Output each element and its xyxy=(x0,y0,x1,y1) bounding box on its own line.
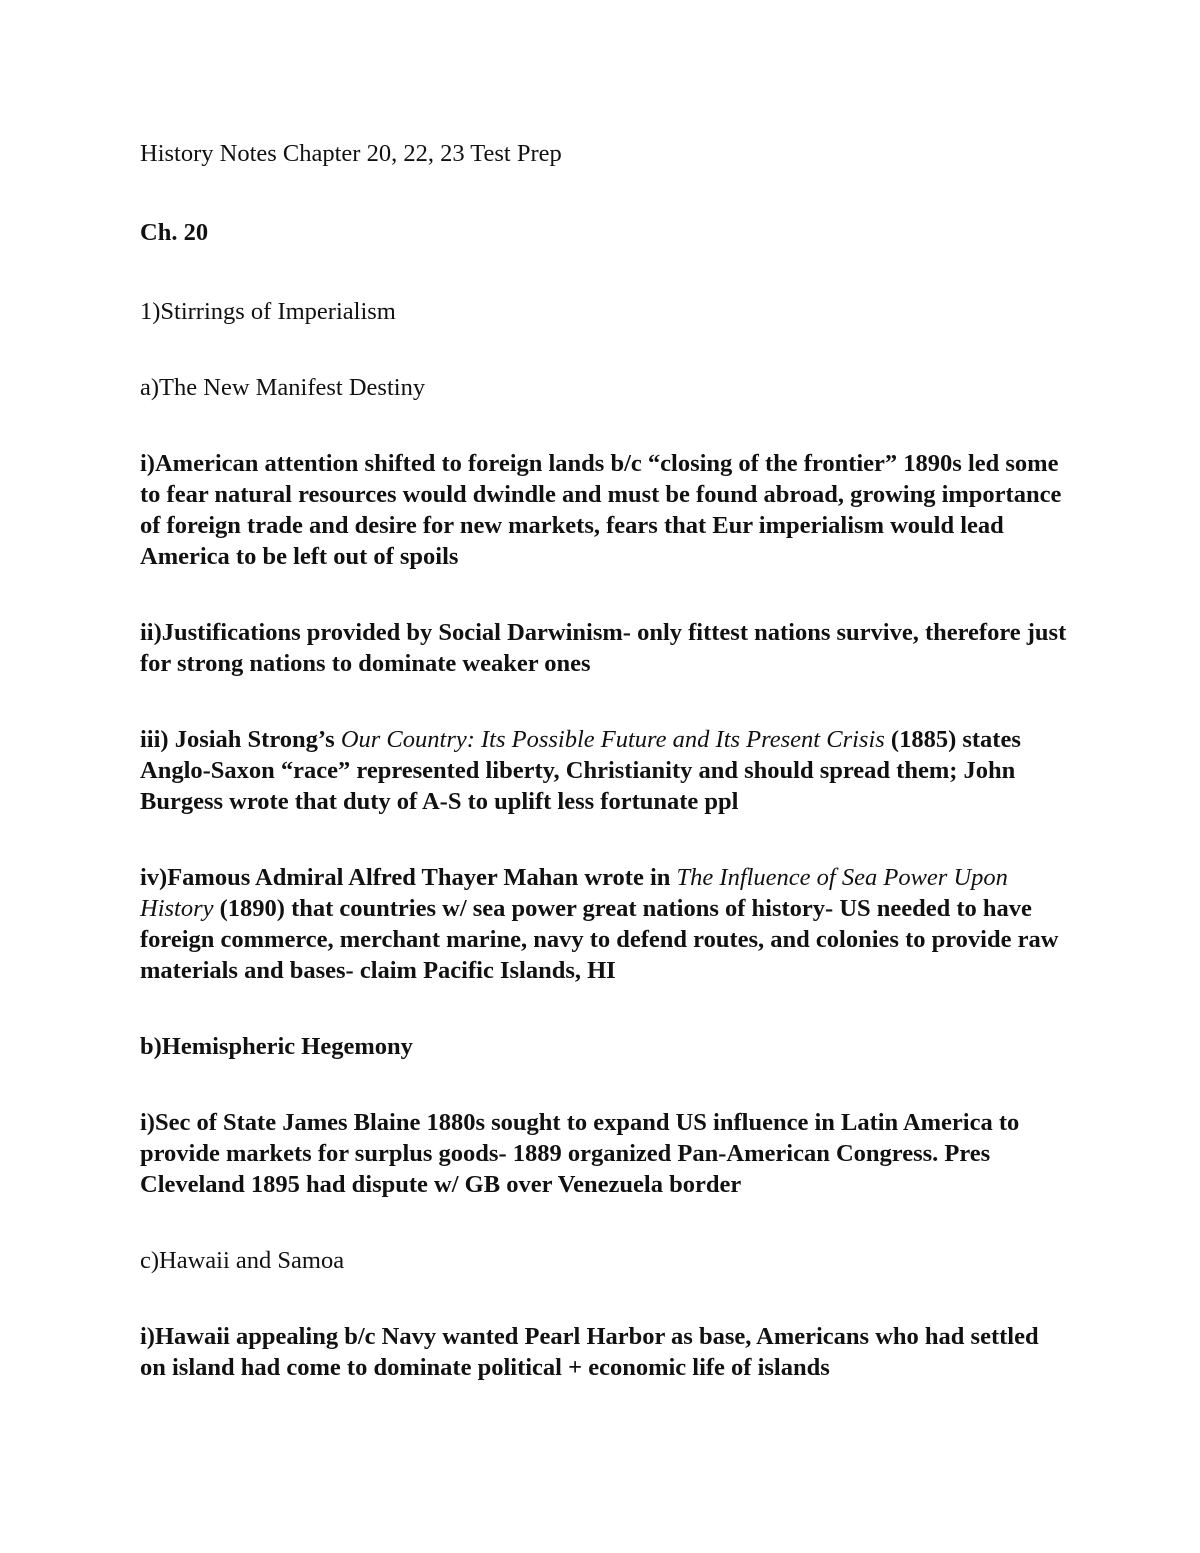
note-paragraph-c-i: i)Hawaii appealing b/c Navy wanted Pearl Harbor as base, Americans who had settled on island had come to dominate political + economic life of islands xyxy=(140,1323,1039,1381)
section-heading-stirrings: 1)Stirrings of Imperialism xyxy=(140,298,396,325)
note-text: (1890) that countries w/ sea power great nations of history- US needed to have foreign commerce, merchant marine, navy to defend routes, and colonies to provide raw materials and bases- claim Pacific Islands, HI xyxy=(140,895,1059,984)
note-paragraph-b-i: i)Sec of State James Blaine 1880s sought to expand US influence in Latin America to provide markets for surplus goods- 1889 organized Pan-American Congress. Pres Cleveland 1895 had dispute w/ GB over Venezuela border xyxy=(140,1109,1020,1198)
note-paragraph-a-i: i)American attention shifted to foreign lands b/c “closing of the frontier” 1890s led some to fear natural resources would dwindle and must be found abroad, growing importance of foreign trade and desire for new markets, fears that Eur imperialism would lead America to be left out of spoils xyxy=(140,450,1062,570)
note-text: iii) Josiah Strong’s xyxy=(140,726,341,753)
subsection-heading-hawaii-samoa: c)Hawaii and Samoa xyxy=(140,1247,345,1274)
book-title-italic: Our Country: Its Possible Future and Its Present Crisis xyxy=(340,726,885,753)
note-paragraph-a-iv xyxy=(140,862,1070,986)
subsection-heading-hegemony: b)Hemispheric Hegemony xyxy=(140,1033,413,1060)
chapter-heading: Ch. 20 xyxy=(140,219,209,246)
subsection-heading-manifest-destiny: a)The New Manifest Destiny xyxy=(140,374,426,401)
note-text: iv)Famous Admiral Alfred Thayer Mahan wrote in xyxy=(140,864,677,891)
book-title-italic: The Influence of Sea Power Upon History xyxy=(140,864,1008,922)
note-paragraph-a-ii: ii)Justifications provided by Social Darwinism- only fittest nations survive, therefore just for strong nations to dominate weaker ones xyxy=(140,619,1067,677)
note-paragraph-a-iii xyxy=(140,724,1070,817)
document-title: History Notes Chapter 20, 22, 23 Test Prep xyxy=(140,140,562,167)
document-body xyxy=(140,138,1070,1428)
note-text: (1885) states Anglo-Saxon “race” represented liberty, Christianity and should spread them; John Burgess wrote that duty of A-S to uplift less fortunate ppl xyxy=(140,726,1021,815)
